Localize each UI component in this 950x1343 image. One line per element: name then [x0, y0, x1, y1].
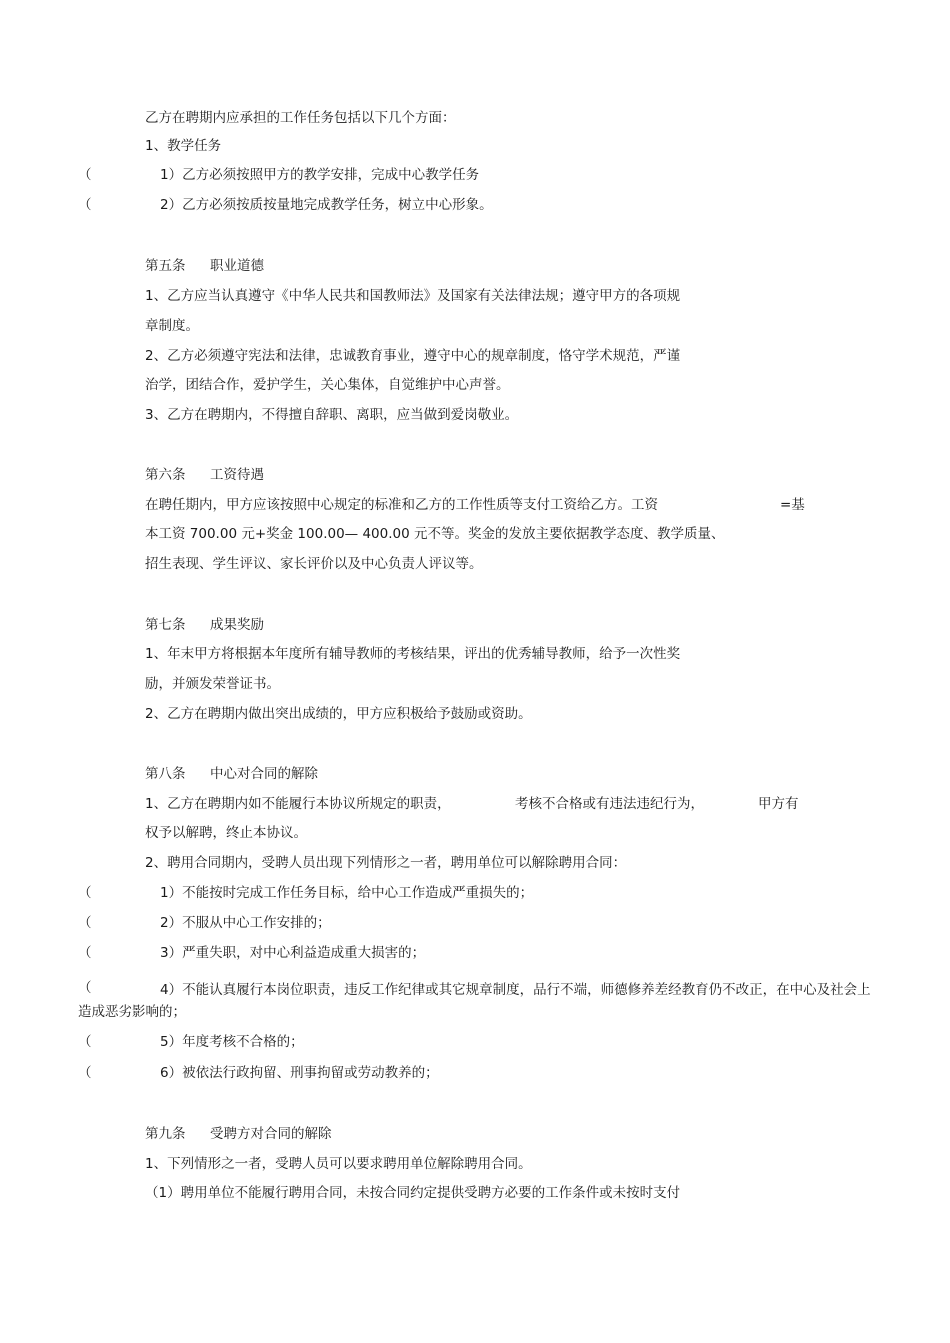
article7-subject: 成果奖励 [210, 617, 264, 633]
article9-subject: 受聘方对合同的解除 [210, 1126, 332, 1142]
task-item-1: 1）乙方必须按照甲方的教学安排，完成中心教学任务 [160, 167, 480, 183]
paren-mark: （ [78, 885, 92, 901]
article8-title: 第八条 [145, 766, 186, 782]
article8-item-3: 3）严重失职，对中心利益造成重大损害的； [160, 945, 426, 961]
article8-p1-end: 甲方有 [758, 796, 799, 812]
paren-mark: （ [78, 980, 92, 996]
article8-subject: 中心对合同的解除 [210, 766, 318, 782]
paren-mark: （ [78, 197, 92, 213]
article8-p1-mid: 考核不合格或有违法违纪行为， [515, 796, 704, 812]
paren-mark: （ [78, 945, 92, 961]
article9-p1: 1、下列情形之一者，受聘人员可以要求聘用单位解除聘用合同。 [145, 1156, 532, 1172]
paren-mark: （ [78, 1034, 92, 1050]
article6-line1: 在聘任期内，甲方应该按照中心规定的标准和乙方的工作性质等支付工资给乙方。工资 [145, 497, 658, 513]
article8-p2: 2、聘用合同期内，受聘人员出现下列情形之一者，聘用单位可以解除聘用合同： [145, 855, 627, 871]
article6-subject: 工资待遇 [210, 467, 264, 483]
paren-mark: （ [78, 167, 92, 183]
article7-p1b: 励，并颁发荣誉证书。 [145, 676, 280, 692]
article5-p1b: 章制度。 [145, 318, 199, 334]
article9-p2: （1）聘用单位不能履行聘用合同，未按合同约定提供受聘方必要的工作条件或未按时支付 [145, 1185, 681, 1201]
article8-p1a: 1、乙方在聘期内如不能履行本协议所规定的职责， [145, 796, 451, 812]
task-heading: 1、教学任务 [145, 138, 222, 154]
task-item-2: 2）乙方必须按质按量地完成教学任务，树立中心形象。 [160, 197, 493, 213]
article6-line3: 招生表现、学生评议、家长评价以及中心负责人评议等。 [145, 556, 483, 572]
article6-title: 第六条 [145, 467, 186, 483]
article8-item-6: 6）被依法行政拘留、刑事拘留或劳动教养的； [160, 1065, 439, 1081]
article8-item-4: 4）不能认真履行本岗位职责，违反工作纪律或其它规章制度，品行不端，师德修养差经教育仍不改正，在中心及社会上造成恶劣影响的； [78, 982, 871, 1020]
article9-title: 第九条 [145, 1126, 186, 1142]
article6-line1-end: =基 [780, 497, 805, 513]
article8-item-5: 5）年度考核不合格的； [160, 1034, 304, 1050]
article7-p1a: 1、年末甲方将根据本年度所有辅导教师的考核结果，评出的优秀辅导教师，给予一次性奖 [145, 646, 681, 662]
paren-mark: （ [78, 1065, 92, 1081]
article5-p2a: 2、乙方必须遵守宪法和法律，忠诚教育事业，遵守中心的规章制度，恪守学术规范，严谨 [145, 348, 681, 364]
article8-p1b: 权予以解聘，终止本协议。 [145, 825, 307, 841]
article6-line2: 本工资 700.00 元+奖金 100.00— 400.00 元不等。奖金的发放主要依据教学态度、教学质量、 [145, 526, 725, 542]
article5-p1a: 1、乙方应当认真遵守《中华人民共和国教师法》及国家有关法律法规；遵守甲方的各项规 [145, 288, 681, 304]
paren-mark: （ [78, 915, 92, 931]
article7-title: 第七条 [145, 617, 186, 633]
article8-item-2: 2）不服从中心工作安排的； [160, 915, 331, 931]
article8-item-1: 1）不能按时完成工作任务目标，给中心工作造成严重损失的； [160, 885, 534, 901]
article5-p3: 3、乙方在聘期内，不得擅自辞职、离职，应当做到爱岗敬业。 [145, 407, 519, 423]
article5-p2b: 治学，团结合作，爱护学生，关心集体，自觉维护中心声誉。 [145, 377, 510, 393]
intro-text: 乙方在聘期内应承担的工作任务包括以下几个方面： [145, 110, 456, 126]
article7-p2: 2、乙方在聘期内做出突出成绩的，甲方应积极给予鼓励或资助。 [145, 706, 532, 722]
article5-subject: 职业道德 [210, 258, 264, 274]
article5-title: 第五条 [145, 258, 186, 274]
